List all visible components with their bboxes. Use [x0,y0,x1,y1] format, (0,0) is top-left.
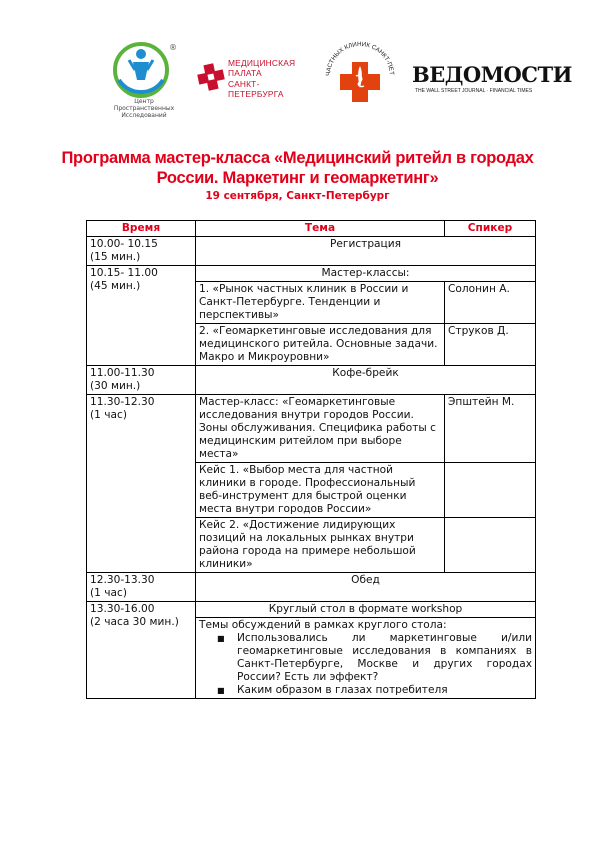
cpi-logo [111,40,177,120]
association-arc-text: ЧАСТНЫХ КЛИНИК САНКТ-ПЕТ [324,40,396,77]
association-emblem-icon [320,36,400,116]
list-item-text: Использовались ли маркетинговые и/или геомаркетинговые исследования в компаниях в Санкт-Петербурге, Москве и других городах России? Есть ли эффект? [237,632,532,683]
topic-cell: Регистрация [196,237,536,266]
page-subtitle: 19 сентября, Санкт-Петербург [205,190,390,202]
table-header-row [87,221,536,237]
palata-line1: МЕДИЦИНСКАЯ [228,58,296,68]
time-cell [87,573,196,602]
list-item [217,684,532,697]
topic-cell: 1. «Рынок частных клиник в России и Санкт-Петербурге. Тенденции и перспективы» [196,282,445,324]
speaker-cell [445,518,536,573]
speaker-cell: Струков Д. [445,324,536,366]
time-range: 11.00-11.30 [90,367,155,379]
time-cell [87,602,196,699]
table-row [87,266,536,282]
vedomosti-logo [412,62,572,102]
logo-bar [0,36,595,126]
vedomosti-subline: THE WALL STREET JOURNAL · FINANCIAL TIMES [415,88,533,94]
header-time: Время [87,221,196,237]
table-row [87,366,536,395]
discussion-intro: Темы обсуждений в рамках круглого стола: [199,619,447,631]
time-range: 12.30-13.30 [90,574,155,586]
time-range: 13.30-16.00 [90,603,155,615]
table-row [87,602,536,618]
header-speaker: Спикер [445,221,536,237]
topic-cell: Круглый стол в формате workshop [196,602,536,618]
topic-cell: 2. «Геомаркетинговые исследования для медицинского ритейла. Основные задачи. Макро и Микроуровни» [196,324,445,366]
cpi-emblem-icon [111,40,177,98]
discussion-topics-cell [196,618,536,699]
topic-cell: Мастер-классы: [196,266,536,282]
private-clinics-association-logo [320,36,400,116]
speaker-cell: Солонин А. [445,282,536,324]
cpi-logo-line3: Исследований [121,112,167,119]
topic-cell: Обед [196,573,536,602]
header-topic: Тема [196,221,445,237]
topic-cell: Кейс 2. «Достижение лидирующих позиций на локальных рынках внутри района города на примере небольшой клиники» [196,518,445,573]
topic-cell: Мастер-класс: «Геомаркетинговые исследования внутри городов России. Зоны обслуживания. Специфика работы с медицинским ритейлом при выборе места» [196,395,445,463]
table-row [87,573,536,602]
time-cell [87,237,196,266]
list-item-text: Каким образом в глазах потребителя [237,684,448,696]
duration: (1 час) [90,587,127,599]
duration: (1 час) [90,409,127,421]
time-range: 10.15- 11.00 [90,267,158,279]
topic-cell: Кофе-брейк [196,366,536,395]
page-title: Программа мастер-класса «Медицинский ритейл в городах России. Маркетинг и геомаркетинг» [61,149,534,187]
time-cell [87,366,196,395]
duration: (45 мин.) [90,280,141,292]
speaker-cell [445,463,536,518]
medical-chamber-logo [196,58,314,98]
table-row [87,395,536,463]
program-table [86,220,536,699]
vedomosti-wordmark: ВЕДОМОСТИ [412,62,572,87]
duration: (30 мин.) [90,380,141,392]
duration: (15 мин.) [90,251,141,263]
table-row [87,237,536,266]
topic-cell: Кейс 1. «Выбор места для частной клиники в городе. Профессиональный веб-инструмент для быстрой оценки места внутри городов России» [196,463,445,518]
time-range: 10.00- 10.15 [90,238,158,250]
square-bullet-icon: ■ [217,686,225,695]
svg-text:®: ® [169,43,177,52]
time-range: 11.30-12.30 [90,396,155,408]
palata-line2: ПАЛАТА [228,68,262,79]
duration: (2 часа 30 мин.) [90,616,179,628]
list-item [217,632,532,684]
cpi-logo-line1: Центр [134,98,154,105]
square-bullet-icon: ■ [217,634,225,643]
cpi-logo-line2: Пространственных [113,105,175,112]
speaker-cell: Эпштейн М. [445,395,536,463]
discussion-list [199,632,532,697]
palata-line3: САНКТ-ПЕТЕРБУРГА [228,78,284,100]
red-cross-icon [196,62,226,92]
time-cell [87,395,196,573]
time-cell [87,266,196,366]
